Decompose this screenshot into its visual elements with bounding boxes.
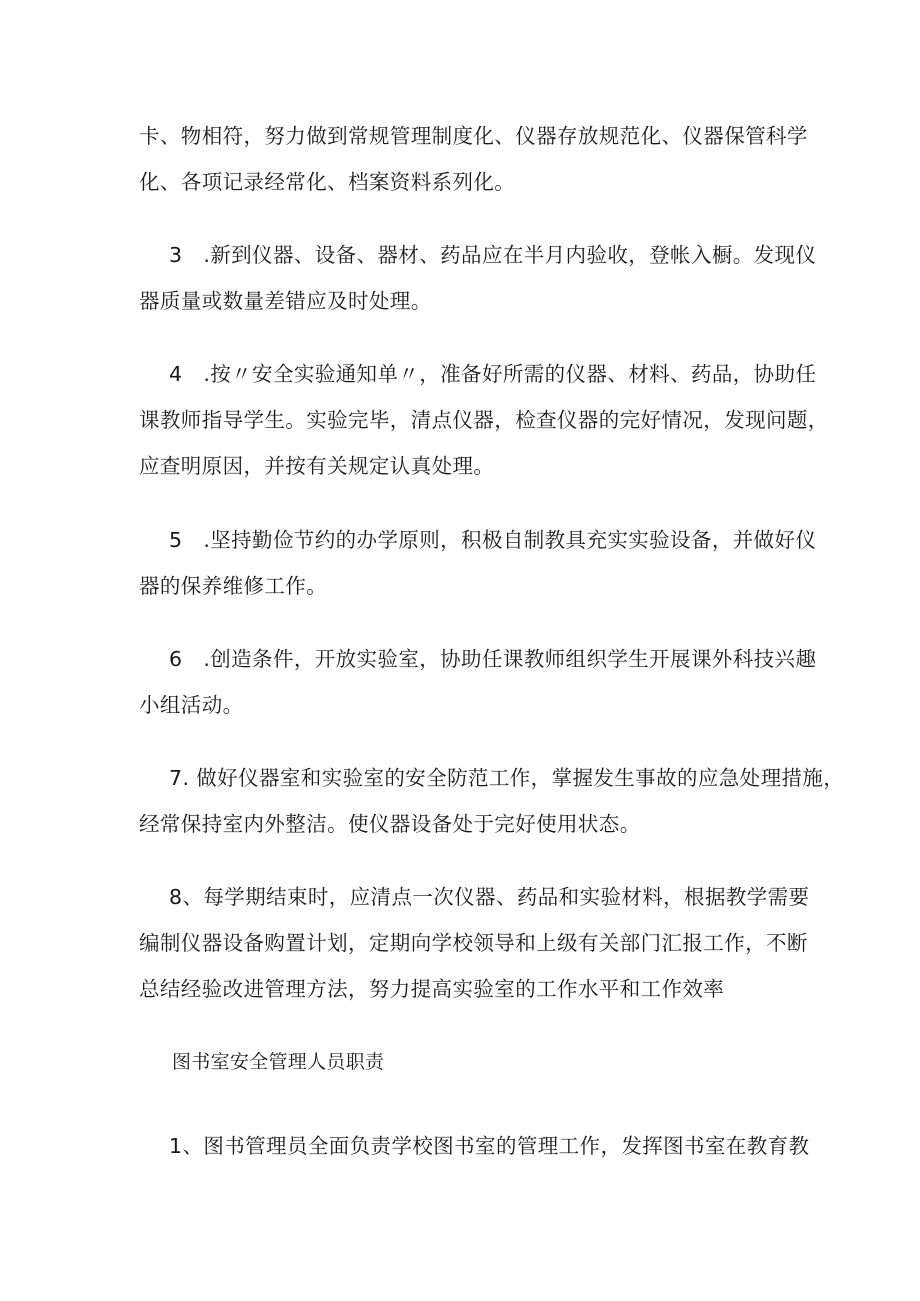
text-line: 器的保养维修工作。 bbox=[139, 574, 328, 598]
text-line: 课教师指导学生。实验完毕，清点仪器，检查仪器的完好情况，发现问题， bbox=[139, 408, 829, 432]
text-line: 1、图书管理员全面负责学校图书室的管理工作，发挥图书室在教育教 bbox=[169, 1134, 810, 1158]
text-line: 应查明原因，并按有关规定认真处理。 bbox=[139, 454, 495, 478]
section-heading: 图书室安全管理人员职责 bbox=[172, 1051, 385, 1073]
text-line: 编制仪器设备购置计划，定期向学校领导和上级有关部门汇报工作，不断 bbox=[139, 931, 808, 955]
text-line: 5 .坚持勤俭节约的办学原则，积极自制教具充实实验设备，并做好仪 bbox=[169, 528, 817, 552]
paragraph-library-1 bbox=[139, 1123, 810, 1169]
text-line: 7. 做好仪器室和实验室的安全防范工作，掌握发生事故的应急处理措施， bbox=[169, 766, 845, 790]
paragraph-item-8 bbox=[139, 874, 810, 1012]
text-line: 小组活动。 bbox=[139, 693, 244, 717]
text-line: 8、每学期结束时，应清点一次仪器、药品和实验材料，根据教学需要 bbox=[169, 885, 810, 909]
paragraph-item-7 bbox=[139, 755, 845, 847]
text-line: 总结经验改进管理方法，努力提高实验室的工作水平和工作效率 bbox=[139, 977, 725, 1001]
text-line: 器质量或数量差错应及时处理。 bbox=[139, 289, 432, 313]
paragraph-item-5 bbox=[139, 517, 817, 609]
paragraph-item-6 bbox=[139, 636, 817, 728]
text-line: 6 .创造条件，开放实验室，协助任课教师组织学生开展课外科技兴趣 bbox=[169, 647, 817, 671]
text-line: 经常保持室内外整洁。使仪器设备处于完好使用状态。 bbox=[139, 812, 641, 836]
paragraph-item-4 bbox=[139, 351, 829, 489]
text-line: 化、各项记录经常化、档案资料系列化。 bbox=[139, 170, 516, 194]
text-line: 3 .新到仪器、设备、器材、药品应在半月内验收，登帐入橱。发现仪 bbox=[169, 243, 817, 267]
text-line: 卡、物相符，努力做到常规管理制度化、仪器存放规范化、仪器保管科学 bbox=[139, 124, 808, 148]
text-line: 4 .按〃安全实验通知单〃，准备好所需的仪器、材料、药品，协助任 bbox=[169, 362, 817, 386]
paragraph-continuation bbox=[139, 113, 808, 205]
paragraph-item-3 bbox=[139, 232, 817, 324]
